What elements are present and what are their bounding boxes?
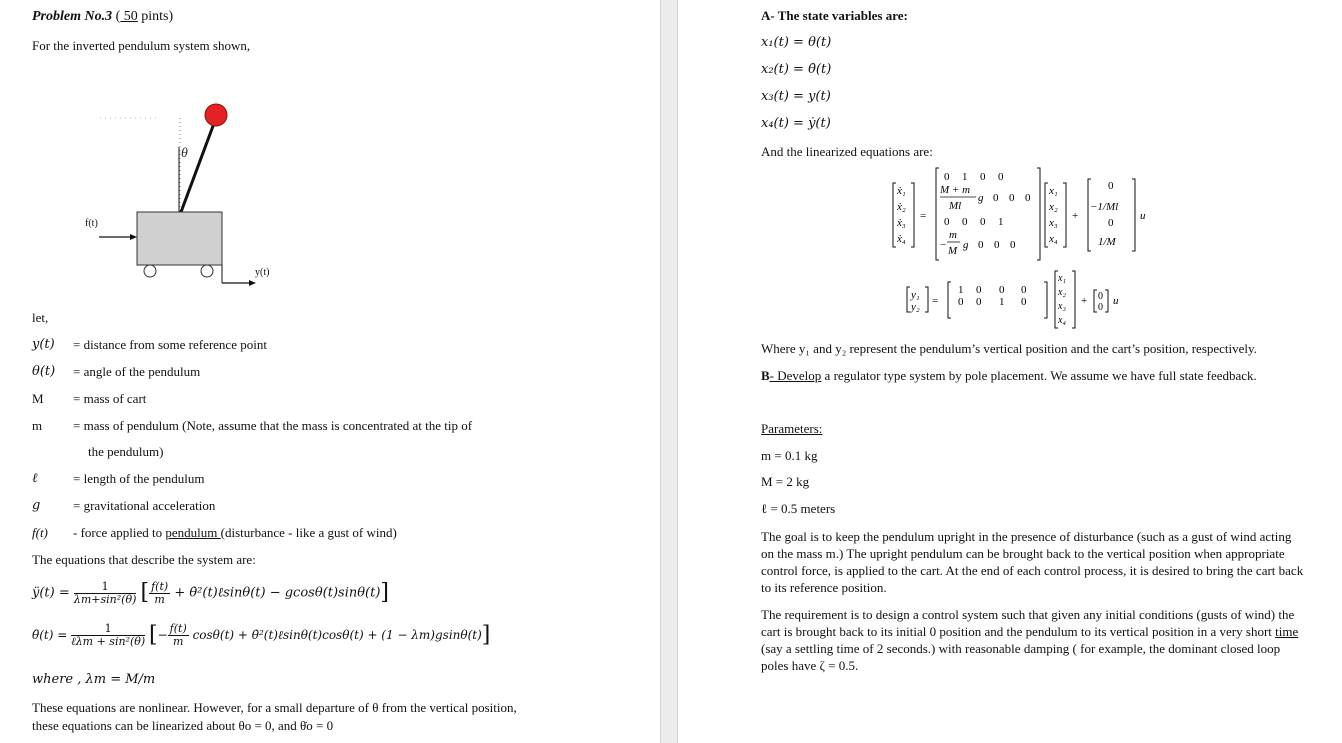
eq1-coef-num: 1	[74, 581, 136, 594]
C-r2-c4: 0	[1021, 296, 1027, 308]
param-M: M = 2 kg	[761, 474, 810, 489]
cart-wheel-right	[201, 265, 213, 277]
eq1-bracket-open: [	[140, 580, 150, 605]
equation-thetadd	[32, 620, 490, 651]
def-text-f-start: - force applied to	[73, 525, 163, 540]
let-text: let,	[32, 310, 49, 325]
linearized-intro: And the linearized equations are:	[761, 144, 933, 159]
A-r2-den: Ml	[949, 200, 962, 212]
A-r2-c4: 0	[1025, 192, 1031, 204]
state-var-3: x₃(t) = y(t)	[761, 89, 831, 104]
cart-wheel-left	[144, 265, 156, 277]
def-text-m: = mass of pendulum (Note, assume that the mass is concentrated at the tip of	[73, 418, 473, 433]
x-out-2: x₂	[1058, 287, 1066, 298]
C-r2-c1: 0	[958, 296, 964, 308]
x-3: x₃	[1049, 217, 1058, 229]
xdot-2: ẋ₂	[897, 201, 906, 213]
y-label: y(t)	[255, 267, 270, 278]
page-gutter	[660, 0, 678, 743]
C-r1-c4: 0	[1021, 284, 1027, 296]
pendulum-mass-ball	[205, 104, 227, 126]
output-equation	[903, 268, 1143, 334]
A-r1-c1: 0	[944, 171, 950, 183]
param-m: m = 0.1 kg	[761, 448, 818, 463]
x-4: x₄	[1049, 233, 1058, 245]
A-r1-c3: 0	[980, 171, 986, 183]
B-4: 1/M	[1098, 236, 1116, 248]
state-eq-plus: +	[1072, 210, 1079, 222]
x-out-1: x₁	[1058, 273, 1066, 284]
theta-label: θ	[181, 146, 188, 161]
eq1-rest: + θ̇²(t)ℓsinθ(t) − gcosθ(t)sinθ(t)	[174, 585, 381, 601]
A-r1-c4: 0	[998, 171, 1004, 183]
xdot-3: ẋ₃	[897, 217, 906, 229]
def-text-l: = length of the pendulum	[73, 471, 205, 486]
x-out-4: x₄	[1058, 315, 1066, 326]
D-2: 0	[1098, 302, 1103, 313]
output-eq-u: u	[1113, 295, 1119, 307]
eq1-f-den: m	[154, 592, 165, 606]
def-text-g: = gravitational acceleration	[73, 498, 216, 513]
C-r2-c3: 1	[999, 296, 1005, 308]
D-1: 0	[1098, 291, 1103, 302]
nonlinear-line-2: these equations can be linearized about θo = 0, and θ̇o = 0	[32, 718, 334, 733]
A-r2-c2: 0	[993, 192, 999, 204]
def-symbol-f: f(t)	[32, 525, 48, 540]
y-1: y₁	[911, 289, 920, 301]
A-r4-c2: 0	[978, 239, 984, 251]
def-text-f	[73, 525, 397, 541]
def-text-M: = mass of cart	[73, 391, 147, 406]
part-b-link: - Develop	[769, 368, 822, 383]
state-var-4: x₄(t) = ẏ(t)	[761, 116, 831, 131]
eq1-f-num: f(t)	[151, 579, 169, 593]
def-symbol-g: g	[32, 498, 41, 513]
state-var-1: x₁(t) = θ(t)	[761, 35, 832, 50]
eq1-bracket-close: ]	[380, 580, 390, 605]
pendulum-link-text: pendulum	[165, 525, 221, 540]
force-arrow-head	[130, 234, 137, 240]
problem-points-num: 50	[120, 9, 138, 24]
def-symbol-m: m	[32, 418, 43, 433]
A-r2-c3: 0	[1009, 192, 1015, 204]
where-outputs-text: Where y₁ and y₂ represent the pendulum’s vertical position and the cart’s position, respectively.	[761, 341, 1257, 356]
part-b-text	[761, 368, 1257, 384]
A-r4-c3: 0	[994, 239, 1000, 251]
output-eq-equals: =	[932, 295, 939, 307]
eq2-f-num: f(t)	[169, 622, 187, 635]
eq2-bracket-close: ]	[481, 622, 491, 648]
problem-title: Problem No.3	[32, 9, 113, 24]
state-equation	[878, 165, 1178, 265]
requirement-end: (say a settling time of 2 seconds.) with reasonable damping ( for example, the dominant closed loop poles have ζ = 0.5.	[761, 641, 1281, 673]
def-text-m-cont: the pendulum)	[88, 444, 164, 459]
def-text-y: = distance from some reference point	[73, 337, 267, 352]
eq2-coefficient	[71, 623, 145, 648]
eq2-coef-num: 1	[71, 623, 145, 636]
part-b-prefix: B	[761, 368, 770, 383]
eq1-force-frac	[149, 581, 170, 606]
goal-paragraph: The goal is to keep the pendulum upright in the presence of disturbance (such as a gust of wind acting on the mass m.) The upright pendulum can be brought back to the vertical position when appropriate control force, is applied to the cart. At the end of each control process, it is desired to bring the cart back to its reference position.	[761, 529, 1304, 595]
eq2-force-frac	[168, 623, 189, 648]
requirement-paragraph	[761, 606, 1306, 674]
parameters-heading: Parameters:	[761, 421, 823, 436]
position-arrow-head	[249, 280, 256, 286]
x-2: x₂	[1049, 201, 1058, 213]
problem-points-open: (	[115, 9, 121, 24]
pendulum-rod	[181, 118, 216, 212]
pendulum-figure	[85, 95, 295, 285]
C-r1-c1: 1	[958, 284, 964, 296]
problem-heading	[32, 9, 173, 25]
where-lambda: where , λm = M/m	[32, 672, 156, 687]
state-var-2: x₂(t) = θ̇(t)	[761, 62, 832, 77]
def-text-theta: = angle of the pendulum	[73, 364, 201, 379]
param-l: ℓ = 0.5 meters	[761, 501, 836, 516]
eq1-coefficient	[74, 581, 136, 606]
def-text-f-end: (disturbance - like a gust of wind)	[220, 525, 397, 540]
def-symbol-theta: θ(t)	[32, 364, 56, 379]
heading-state-variables: A- The state variables are:	[761, 8, 908, 23]
eq1-coef-den: λm+sin²(θ)	[73, 592, 137, 606]
cart-body	[137, 212, 222, 265]
A-r3-c2: 0	[962, 216, 968, 228]
A-r3-c1: 0	[944, 216, 950, 228]
state-eq-u: u	[1140, 210, 1146, 222]
y-2: y₂	[911, 301, 920, 313]
requirement-start: The requirement is to design a control system such that given any initial conditions (gusts of wind) the cart is brought back to its initial 0 position and the pendulum to its vertical position in a very short	[761, 607, 1295, 639]
C-r2-c2: 0	[976, 296, 982, 308]
A-r3-c3: 0	[980, 216, 986, 228]
eq2-bracket-open: [	[149, 622, 158, 648]
A-r2-num: M + m	[940, 184, 971, 196]
left-page	[0, 0, 660, 743]
x-1: x₁	[1049, 185, 1058, 197]
equation-ydd	[32, 578, 389, 609]
eq2-rest: cosθ(t) + θ̇²(t)ℓsinθ(t)cosθ(t) + (1 − λm)gsinθ(t)	[192, 628, 482, 642]
equations-intro: The equations that describe the system are:	[32, 552, 256, 567]
eq2-f-den: m	[172, 635, 184, 648]
A-r4-g: g	[963, 239, 969, 251]
requirement-link: time	[1275, 624, 1299, 639]
A-r4-c4: 0	[1010, 239, 1016, 251]
eq2-lhs: θ̈(t) =	[32, 628, 68, 642]
x-out-3: x₃	[1058, 301, 1066, 312]
A-r1-c2: 1	[962, 171, 968, 183]
A-r4-num: m	[949, 229, 957, 241]
eq1-lhs: ÿ(t) =	[32, 585, 70, 601]
A-r3-c4: 1	[998, 216, 1004, 228]
problem-points-unit: pints)	[137, 9, 174, 24]
intro-text: For the inverted pendulum system shown,	[32, 38, 251, 53]
xdot-1: ẋ₁	[897, 185, 906, 197]
def-symbol-y: y(t)	[32, 337, 55, 352]
B-1: 0	[1108, 180, 1114, 192]
A-r4-den: M	[948, 245, 958, 257]
B-3: 0	[1108, 217, 1114, 229]
C-r1-c3: 0	[999, 284, 1005, 296]
state-eq-equals: =	[920, 210, 927, 222]
def-symbol-l: ℓ	[32, 471, 38, 486]
force-label: f(t)	[85, 218, 98, 229]
right-page	[678, 0, 1342, 743]
output-eq-plus: +	[1081, 295, 1088, 307]
def-symbol-M: M	[32, 391, 44, 406]
B-2: −1/Ml	[1090, 201, 1119, 213]
A-r2-g: g	[978, 192, 984, 204]
A-r4-minus: −	[940, 239, 947, 251]
part-b-rest: a regulator type system by pole placement. We assume we have full state feedback.	[821, 368, 1257, 383]
xdot-4: ẋ₄	[897, 233, 906, 245]
eq2-coef-den: ℓλm + sin²(θ)	[71, 635, 146, 648]
C-r1-c2: 0	[976, 284, 982, 296]
nonlinear-line-1: These equations are nonlinear. However, for a small departure of θ from the vertical position,	[32, 700, 517, 715]
eq2-minus: −	[157, 628, 168, 642]
